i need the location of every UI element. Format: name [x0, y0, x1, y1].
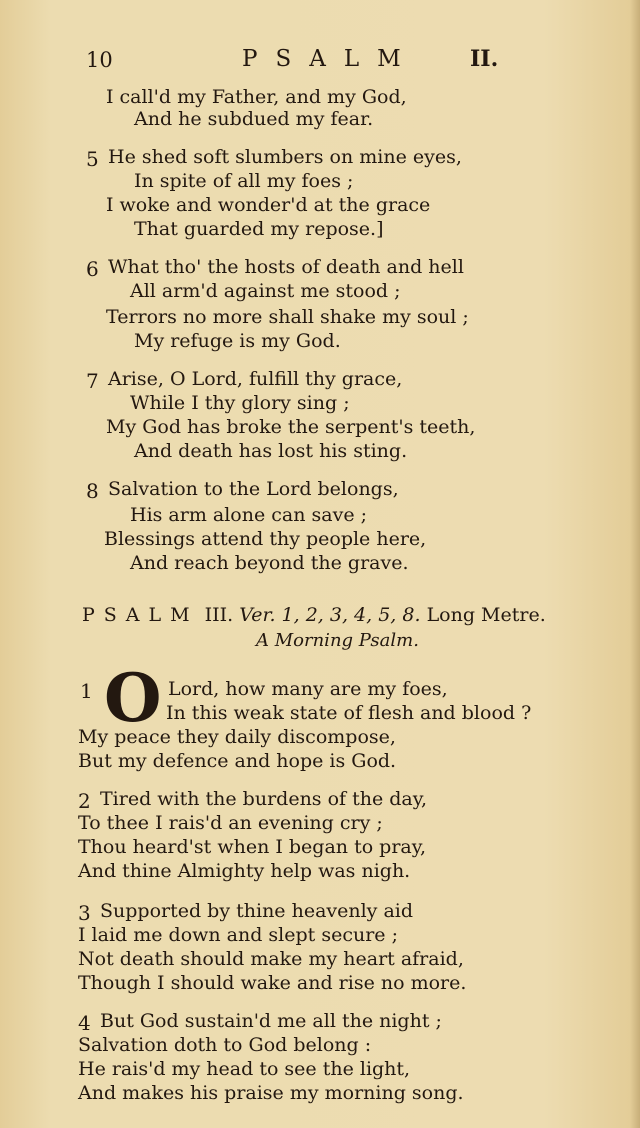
verse-line: Supported by thine heavenly aid — [100, 900, 414, 922]
verse-line: My God has broke the serpent's teeth, — [106, 416, 476, 438]
verse-line: Though I should wake and rise no more. — [78, 972, 467, 994]
verse-line: And thine Almighty help was nigh. — [78, 860, 411, 882]
verse-line: Tired with the burdens of the day, — [100, 788, 428, 810]
page-edge-shadow — [630, 0, 640, 1128]
verses-reference: Ver. 1, 2, 3, 4, 5, 8. — [239, 604, 421, 626]
running-head: PSALM — [242, 46, 419, 72]
verse-line: And reach beyond the grave. — [130, 552, 409, 574]
verse-line: And makes his praise my morning song. — [78, 1082, 464, 1104]
verse-number: 4 — [78, 1011, 91, 1035]
verse-number: 8 — [86, 479, 99, 503]
verse-line: Blessings attend thy people here, — [104, 528, 427, 550]
verse-line: Not death should make my heart afraid, — [78, 948, 464, 970]
verse-line: Thou heard'st when I began to pray, — [78, 836, 427, 858]
metre-label: Long Metre. — [426, 604, 546, 626]
verse-line: Terrors no more shall shake my soul ; — [106, 306, 469, 328]
verse-line: All arm'd against me stood ; — [130, 280, 401, 302]
verse-number: 6 — [86, 257, 99, 281]
psalm-label: PSALM — [82, 604, 199, 626]
psalm-number: III. — [204, 604, 234, 626]
verse-line: Lord, how many are my foes, — [168, 678, 448, 700]
verse-line: Salvation to the Lord belongs, — [108, 478, 399, 500]
verse-line: But my defence and hope is God. — [78, 750, 397, 772]
verse-line: My peace they daily discompose, — [78, 726, 396, 748]
psalm-subtitle: A Morning Psalm. — [256, 630, 419, 651]
verse-line: But God sustain'd me all the night ; — [100, 1010, 442, 1032]
verse-line: While I thy glory sing ; — [130, 392, 350, 414]
verse-line: That guarded my repose.] — [134, 218, 384, 240]
verse-line: What tho' the hosts of death and hell — [108, 256, 464, 278]
verse-line: My refuge is my God. — [134, 330, 341, 352]
verse-line: And he subdued my fear. — [134, 108, 374, 130]
psalm-heading — [82, 604, 546, 626]
verse-number: 7 — [86, 369, 99, 393]
verse-line: He rais'd my head to see the light, — [78, 1058, 411, 1080]
page-number: 10 — [86, 48, 113, 72]
verse-number: 5 — [86, 147, 99, 171]
verse-line: I laid me down and slept secure ; — [78, 924, 398, 946]
verse-line: His arm alone can save ; — [130, 504, 368, 526]
verse-number: 1 — [80, 679, 93, 703]
verse-number: 2 — [78, 789, 91, 813]
verse-line: I woke and wonder'd at the grace — [106, 194, 431, 216]
verse-number: 3 — [78, 901, 91, 925]
verse-line: Arise, O Lord, fulfill thy grace, — [108, 368, 403, 390]
verse-line: Salvation doth to God belong : — [78, 1034, 372, 1056]
verse-line: In spite of all my foes ; — [134, 170, 354, 192]
verse-line: To thee I rais'd an evening cry ; — [78, 812, 383, 834]
running-head-number: II. — [470, 46, 499, 72]
verse-line: In this weak state of flesh and blood ? — [166, 702, 532, 724]
verse-line: He shed soft slumbers on mine eyes, — [108, 146, 462, 168]
drop-cap: O — [104, 659, 162, 737]
verse-line: I call'd my Father, and my God, — [106, 86, 407, 108]
verse-line: And death has lost his sting. — [134, 440, 408, 462]
